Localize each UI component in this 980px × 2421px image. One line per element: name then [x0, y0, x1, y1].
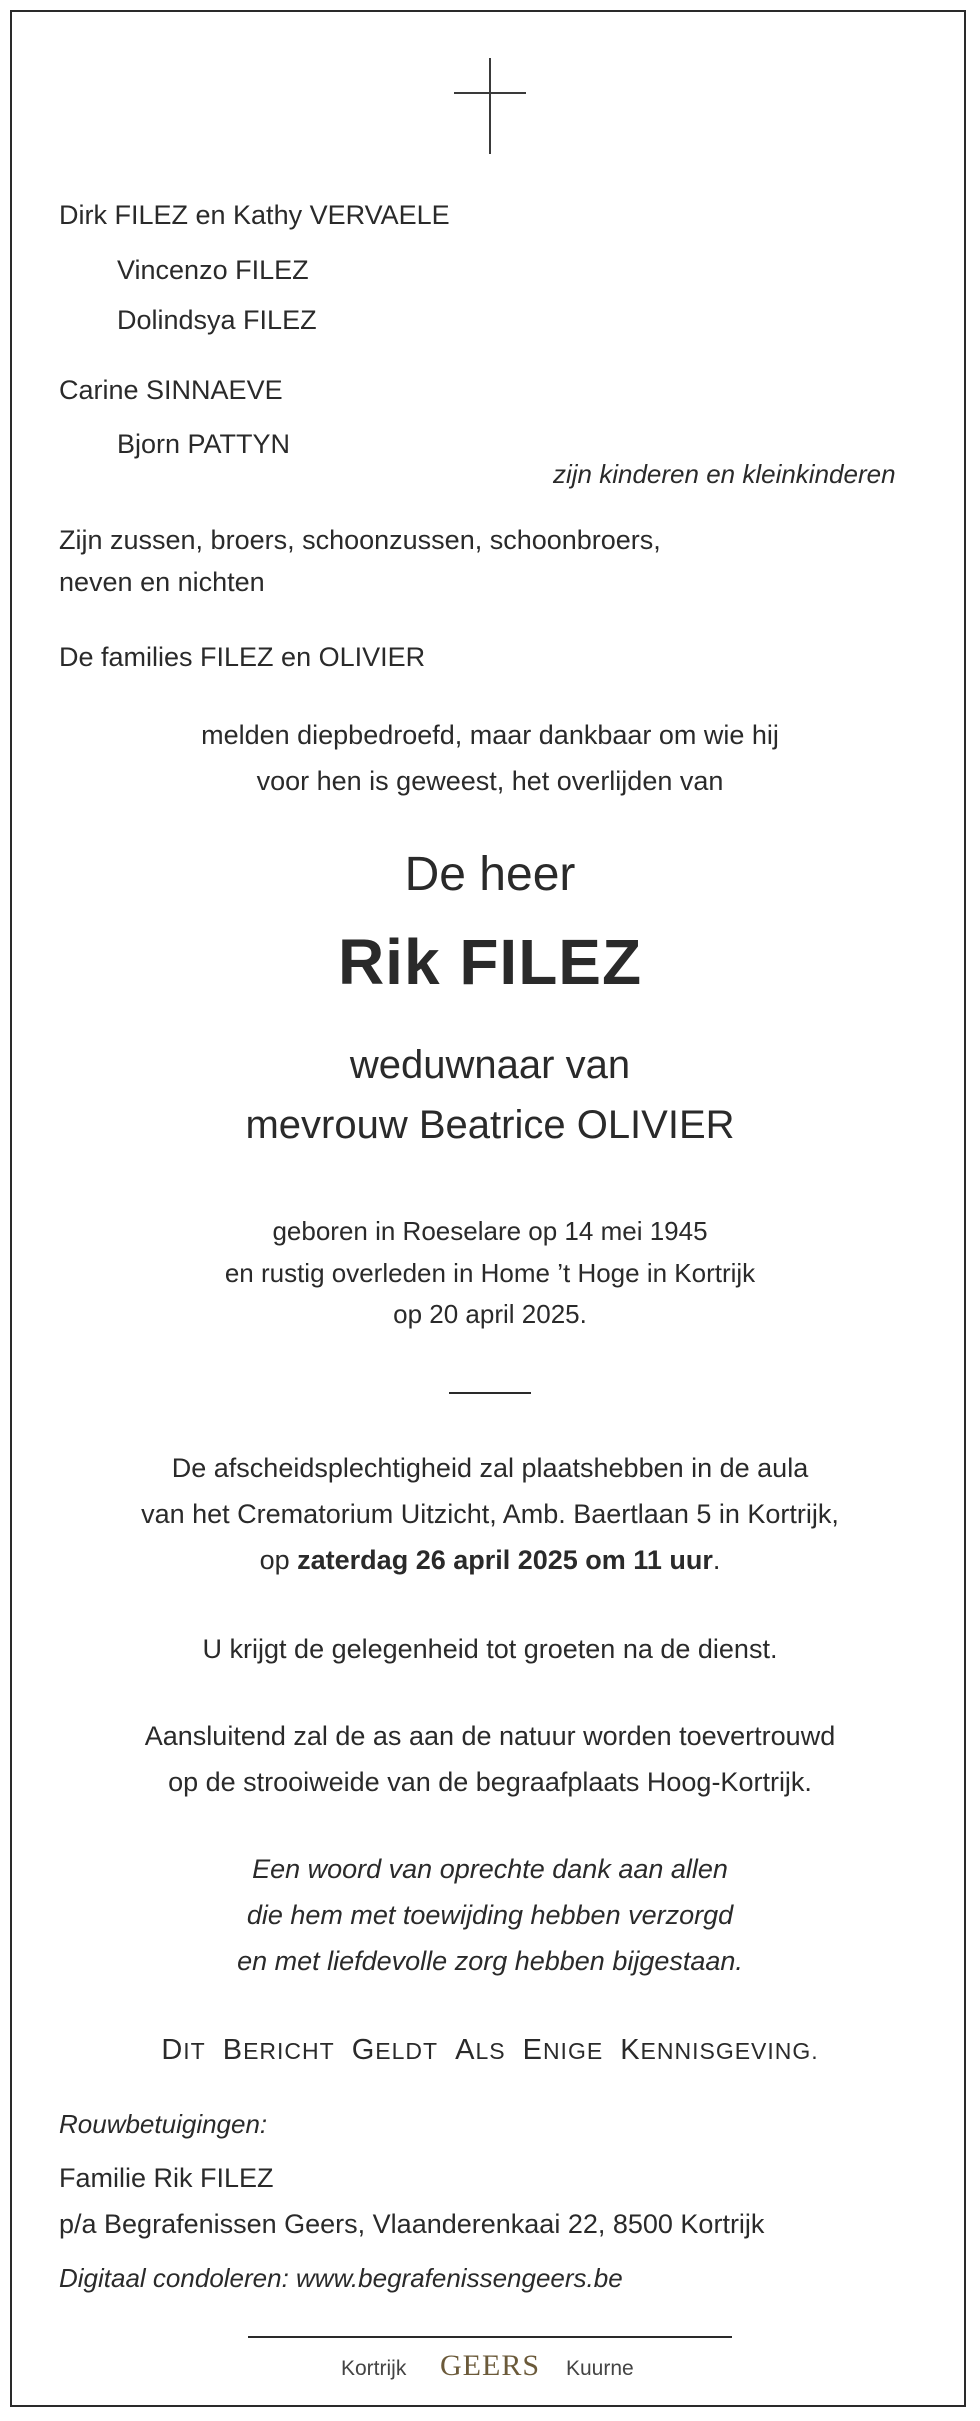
condolences-name: Familie Rik FILEZ: [59, 2163, 274, 2193]
family-line-children-2: Carine SINNAEVE: [59, 375, 283, 405]
footer-divider: [248, 2336, 732, 2338]
footer-right-city: Kuurne: [566, 2357, 634, 2380]
deceased-relation: weduwnaar van: [349, 1043, 631, 1087]
family-relation-note: zijn kinderen en kleinkinderen: [553, 459, 896, 489]
ceremony-line-2: van het Crematorium Uitzicht, Amb. Baertlaan 5 in Kortrijk,: [141, 1499, 839, 1529]
announce-line-2: voor hen is geweest, het overlijden van: [256, 766, 724, 796]
cross-vertical-bar: [489, 58, 491, 154]
family-line-children-1: Dirk FILEZ en Kathy VERVAELE: [59, 200, 450, 230]
death-line-2: op 20 april 2025.: [393, 1299, 587, 1329]
deceased-title: De heer: [404, 848, 576, 901]
family-siblings-line-2: neven en nichten: [59, 567, 265, 597]
cross-horizontal-bar: [454, 92, 526, 94]
family-line-partner: Bjorn PATTYN: [117, 429, 291, 459]
thanks-line-1: Een woord van oprechte dank aan allen: [252, 1854, 728, 1884]
condolences-address: p/a Begrafenissen Geers, Vlaanderenkaai 22, 8500 Kortrijk: [59, 2209, 765, 2239]
condolences-heading: Rouwbetuigingen:: [59, 2109, 268, 2139]
family-families-line: De families FILEZ en OLIVIER: [59, 642, 426, 672]
ceremony-line-3: [0, 1543, 980, 1577]
section-divider: [449, 1392, 531, 1394]
birth-line: geboren in Roeselare op 14 mei 1945: [272, 1216, 708, 1246]
ceremony-prefix: op: [259, 1545, 298, 1575]
ceremony-suffix: .: [712, 1545, 721, 1575]
thanks-line-3: en met liefdevolle zorg hebben bijgestaan.: [237, 1946, 743, 1976]
condolences-online-link[interactable]: Digitaal condoleren: www.begrafenissengeers.be: [59, 2263, 623, 2293]
ceremony-datetime: zaterdag 26 april 2025 om 11 uur: [297, 1545, 713, 1575]
announce-line-1: melden diepbedroefd, maar dankbaar om wie hij: [201, 720, 779, 750]
ceremony-line-1: De afscheidsplechtigheid zal plaatshebben in de aula: [171, 1453, 809, 1483]
ashes-line-2: op de strooiweide van de begraafplaats Hoog-Kortrijk.: [168, 1767, 812, 1797]
geers-logo: GEERS: [440, 2349, 541, 2382]
ashes-line-1: Aansluitend zal de as aan de natuur worden toevertrouwd: [144, 1721, 836, 1751]
thanks-line-2: die hem met toewijding hebben verzorgd: [246, 1900, 734, 1930]
notice-line: DIT BERICHT GELDT ALS ENIGE KENNISGEVING.: [161, 2034, 819, 2066]
death-line-1: en rustig overleden in Home ’t Hoge in Kortrijk: [224, 1258, 756, 1288]
deceased-spouse: mevrouw Beatrice OLIVIER: [245, 1103, 735, 1147]
family-line-grandchild-1: Vincenzo FILEZ: [117, 255, 309, 285]
family-siblings-line-1: Zijn zussen, broers, schoonzussen, schoonbroers,: [59, 525, 661, 555]
family-line-grandchild-2: Dolindsya FILEZ: [117, 305, 317, 335]
greeting-line: U krijgt de gelegenheid tot groeten na de dienst.: [202, 1634, 778, 1664]
footer-left-city: Kortrijk: [341, 2357, 407, 2380]
deceased-name: Rik FILEZ: [337, 926, 643, 998]
